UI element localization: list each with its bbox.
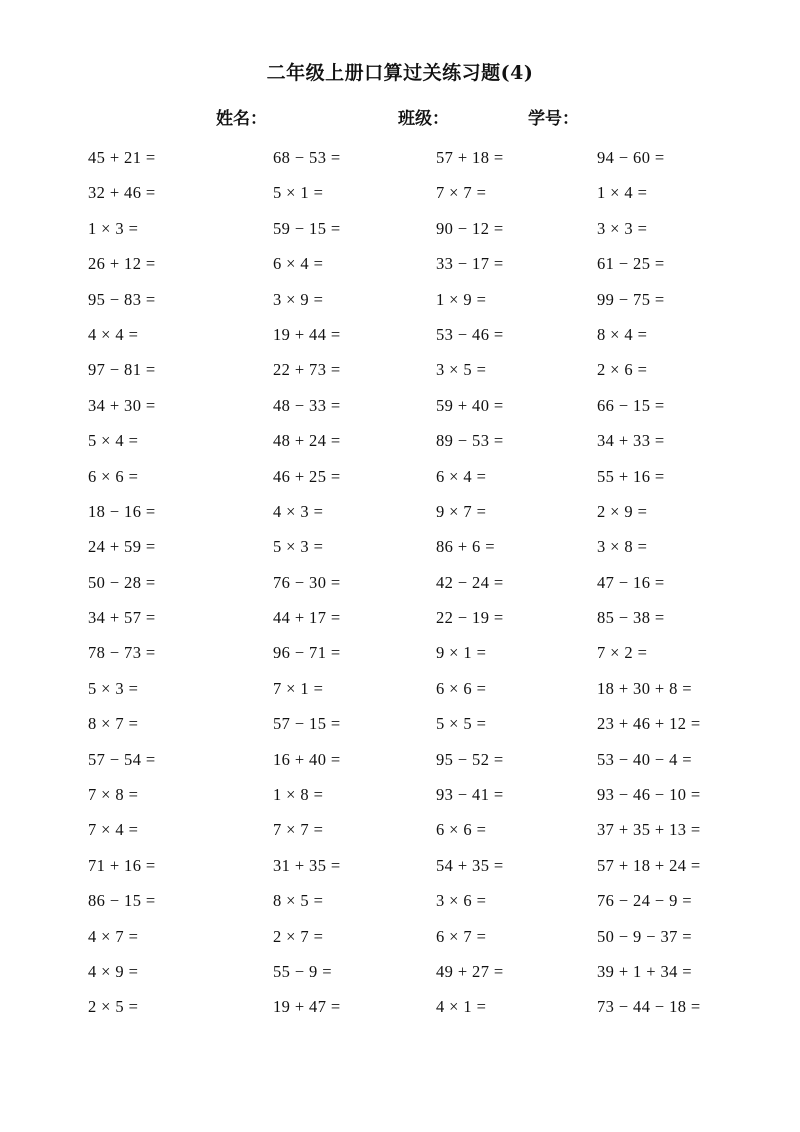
- problem-item: 85 − 38 =: [597, 608, 665, 628]
- problem-item: 49 + 27 =: [436, 961, 504, 981]
- problem-item: 46 + 25 =: [273, 466, 341, 486]
- problem-item: 86 − 15 =: [88, 891, 156, 911]
- problem-item: 5 × 3 =: [88, 678, 139, 698]
- problem-item: 6 × 4 =: [273, 254, 324, 274]
- problem-item: 5 × 1 =: [273, 183, 324, 203]
- problem-item: 7 × 4 =: [88, 820, 139, 840]
- problem-item: 53 − 46 =: [436, 324, 504, 344]
- problem-item: 22 + 73 =: [273, 360, 341, 380]
- problem-item: 2 × 5 =: [88, 997, 139, 1017]
- header-fields: [0, 104, 800, 130]
- field-label-student-id: 学号：: [528, 109, 579, 129]
- problem-item: 3 × 3 =: [597, 218, 648, 238]
- problem-item: 4 × 3 =: [273, 501, 324, 521]
- problem-item: 47 − 16 =: [597, 572, 665, 592]
- problem-column-4: [597, 140, 777, 1025]
- problem-item: 59 + 40 =: [436, 395, 504, 415]
- problem-item: 59 − 15 =: [273, 218, 341, 238]
- problem-item: 48 + 24 =: [273, 431, 341, 451]
- problem-item: 3 × 6 =: [436, 891, 487, 911]
- problem-item: 6 × 4 =: [436, 466, 487, 486]
- problem-item: 97 − 81 =: [88, 360, 156, 380]
- problem-item: 39 + 1 + 34 =: [597, 961, 692, 981]
- problem-item: 34 + 33 =: [597, 431, 665, 451]
- problem-item: 93 − 41 =: [436, 785, 504, 805]
- page-title: 二年级上册口算过关练习题(4): [266, 62, 534, 84]
- problem-item: 34 + 30 =: [88, 395, 156, 415]
- problem-item: 6 × 6 =: [436, 820, 487, 840]
- problem-item: 3 × 9 =: [273, 289, 324, 309]
- problem-item: 26 + 12 =: [88, 254, 156, 274]
- problem-item: 76 − 24 − 9 =: [597, 891, 692, 911]
- problem-item: 55 + 16 =: [597, 466, 665, 486]
- problem-item: 55 − 9 =: [273, 961, 332, 981]
- problem-item: 68 − 53 =: [273, 148, 341, 167]
- problem-grid: [0, 140, 800, 1020]
- problem-item: 7 × 1 =: [273, 678, 324, 698]
- problem-item: 8 × 7 =: [88, 714, 139, 734]
- problem-item: 7 × 8 =: [88, 785, 139, 805]
- problem-item: 5 × 4 =: [88, 431, 139, 451]
- problem-item: 6 × 6 =: [88, 466, 139, 486]
- problem-item: 93 − 46 − 10 =: [597, 785, 701, 805]
- problem-item: 42 − 24 =: [436, 572, 504, 592]
- field-label-class: 班级：: [398, 109, 449, 129]
- problem-item: 24 + 59 =: [88, 537, 156, 557]
- problem-item: 50 − 9 − 37 =: [597, 926, 692, 946]
- problem-item: 76 − 30 =: [273, 572, 341, 592]
- problem-item: 34 + 57 =: [88, 608, 156, 628]
- problem-item: 54 + 35 =: [436, 855, 504, 875]
- problem-item: 86 + 6 =: [436, 537, 495, 557]
- problem-column-1: [88, 140, 268, 1025]
- problem-item: 23 + 46 + 12 =: [597, 714, 701, 734]
- problem-item: 2 × 9 =: [597, 501, 648, 521]
- problem-item: 7 × 2 =: [597, 643, 648, 663]
- problem-item: 1 × 9 =: [436, 289, 487, 309]
- problem-item: 9 × 7 =: [436, 501, 487, 521]
- problem-item: 19 + 47 =: [273, 997, 341, 1017]
- problem-item: 95 − 83 =: [88, 289, 156, 309]
- problem-item: 4 × 7 =: [88, 926, 139, 946]
- problem-item: 57 − 54 =: [88, 749, 156, 769]
- problem-item: 1 × 4 =: [597, 183, 648, 203]
- problem-item: 6 × 6 =: [436, 678, 487, 698]
- problem-item: 3 × 8 =: [597, 537, 648, 557]
- problem-item: 2 × 7 =: [273, 926, 324, 946]
- problem-item: 1 × 3 =: [88, 218, 139, 238]
- problem-item: 18 − 16 =: [88, 501, 156, 521]
- problem-item: 7 × 7 =: [273, 820, 324, 840]
- problem-item: 95 − 52 =: [436, 749, 504, 769]
- problem-column-3: [436, 140, 616, 1025]
- problem-item: 57 + 18 + 24 =: [597, 855, 701, 875]
- problem-item: 57 + 18 =: [436, 148, 504, 167]
- problem-item: 2 × 6 =: [597, 360, 648, 380]
- problem-item: 4 × 9 =: [88, 961, 139, 981]
- problem-item: 31 + 35 =: [273, 855, 341, 875]
- problem-item: 45 + 21 =: [88, 148, 156, 167]
- problem-item: 22 − 19 =: [436, 608, 504, 628]
- problem-item: 78 − 73 =: [88, 643, 156, 663]
- problem-item: 19 + 44 =: [273, 324, 341, 344]
- problem-item: 73 − 44 − 18 =: [597, 997, 701, 1017]
- problem-item: 1 × 8 =: [273, 785, 324, 805]
- problem-item: 94 − 60 =: [597, 148, 665, 167]
- problem-item: 4 × 4 =: [88, 324, 139, 344]
- problem-item: 4 × 1 =: [436, 997, 487, 1017]
- problem-item: 16 + 40 =: [273, 749, 341, 769]
- problem-item: 7 × 7 =: [436, 183, 487, 203]
- problem-item: 57 − 15 =: [273, 714, 341, 734]
- problem-item: 53 − 40 − 4 =: [597, 749, 692, 769]
- problem-item: 5 × 5 =: [436, 714, 487, 734]
- problem-column-2: [273, 140, 453, 1025]
- problem-item: 9 × 1 =: [436, 643, 487, 663]
- problem-item: 61 − 25 =: [597, 254, 665, 274]
- problem-item: 44 + 17 =: [273, 608, 341, 628]
- problem-item: 90 − 12 =: [436, 218, 504, 238]
- problem-item: 32 + 46 =: [88, 183, 156, 203]
- field-label-name: 姓名：: [216, 109, 267, 129]
- problem-item: 50 − 28 =: [88, 572, 156, 592]
- problem-item: 8 × 5 =: [273, 891, 324, 911]
- problem-item: 8 × 4 =: [597, 324, 648, 344]
- problem-item: 37 + 35 + 13 =: [597, 820, 701, 840]
- problem-item: 89 − 53 =: [436, 431, 504, 451]
- problem-item: 18 + 30 + 8 =: [597, 678, 692, 698]
- problem-item: 66 − 15 =: [597, 395, 665, 415]
- problem-item: 99 − 75 =: [597, 289, 665, 309]
- problem-item: 6 × 7 =: [436, 926, 487, 946]
- problem-item: 48 − 33 =: [273, 395, 341, 415]
- problem-item: 5 × 3 =: [273, 537, 324, 557]
- problem-item: 96 − 71 =: [273, 643, 341, 663]
- problem-item: 33 − 17 =: [436, 254, 504, 274]
- problem-item: 71 + 16 =: [88, 855, 156, 875]
- problem-item: 3 × 5 =: [436, 360, 487, 380]
